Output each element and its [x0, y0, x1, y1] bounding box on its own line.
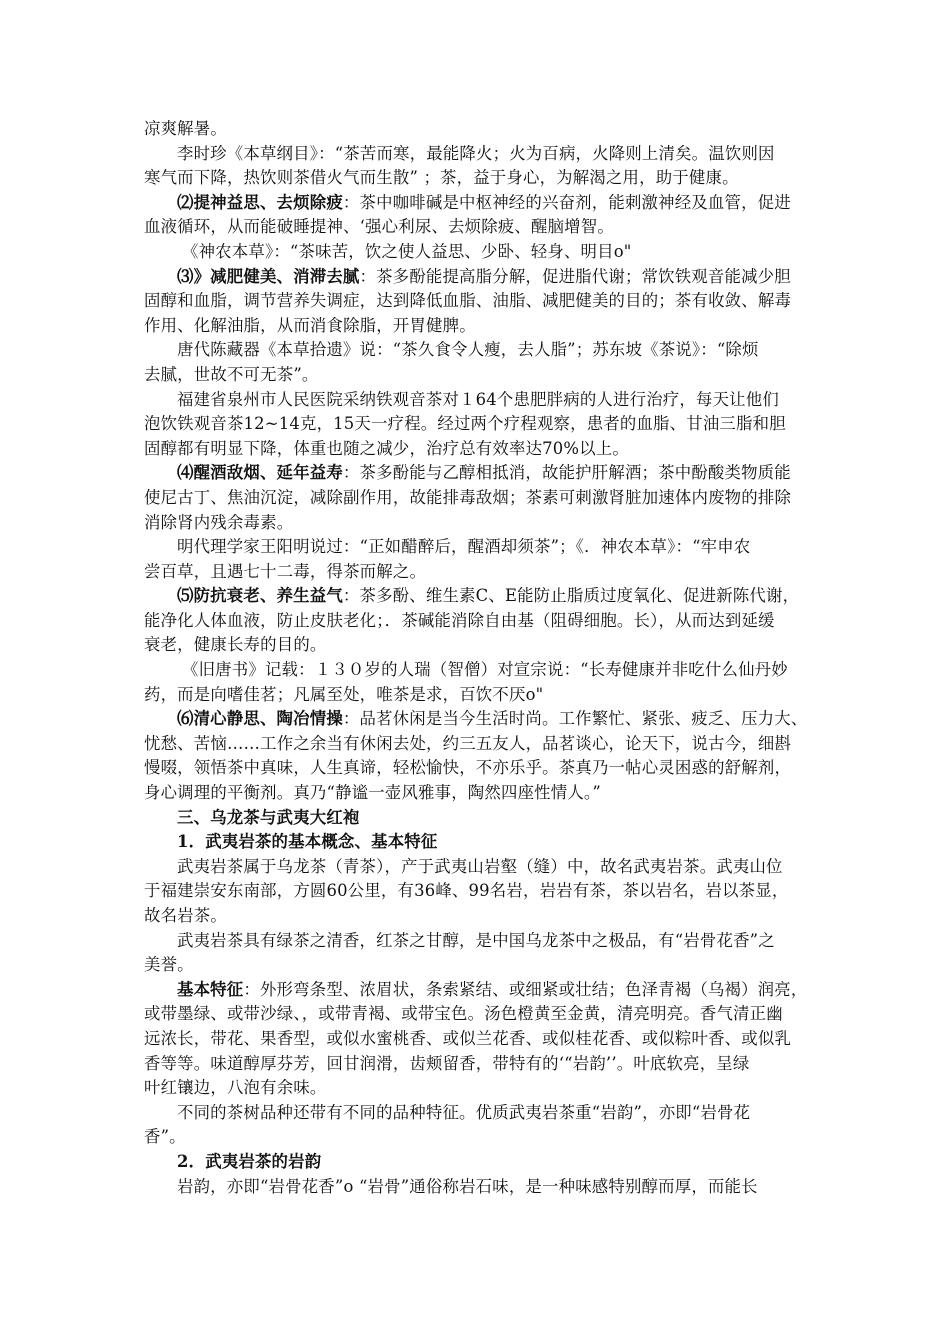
text-line: [144, 166, 808, 191]
text-line: [144, 1101, 808, 1126]
text-line: [144, 363, 808, 388]
text-line: [144, 1027, 808, 1052]
text-line: [144, 683, 808, 708]
body-text: 明代理学家王阳明说过：“正如醋醉后，醒酒却须茶”；《．神农本草》：“牢申农: [177, 537, 751, 557]
text-line: [144, 707, 808, 732]
text-line: [144, 781, 808, 806]
text-line: [144, 388, 808, 413]
body-text: 《神农本草》：“茶味苦，饮之使人益思、少卧、轻身、明目o": [182, 241, 632, 261]
body-text: ：茶中咖啡碱是中枢神经的兴奋剂，能刺激神经及血管，促进: [342, 192, 791, 212]
body-text: ：外形弯条型、浓眉状，条索紧结、或细紧或壮结；色泽青褐（乌褐）润亮，: [243, 979, 808, 999]
text-line: [144, 486, 808, 511]
text-line: [144, 633, 808, 658]
text-line: [144, 953, 808, 978]
text-line: [144, 1175, 808, 1200]
bold-heading-text: 基本特征: [177, 979, 244, 999]
text-line: [144, 1002, 808, 1027]
text-line: [144, 338, 808, 363]
text-line: [144, 929, 808, 954]
text-line: [144, 978, 808, 1003]
body-text: 寒气而下降，热饮则茶借火气而生散” ；茶，益于身心，为解渴之用，助于健康。: [144, 168, 739, 188]
body-text: 远浓长，带花、果香型，或似水蜜桃香、或似兰花香、或似桂花香、或似粽叶香、或似乳: [144, 1028, 792, 1048]
body-text: 药，而是向嗜佳茗；凡属至处，唯茶是求，百饮不厌o": [144, 684, 544, 704]
text-line: [144, 289, 808, 314]
body-text: 忧愁、苦恼……工作之余当有休闲去处，约三五友人，品茗谈心，论天下，说古今，细斟: [144, 733, 792, 753]
body-text: 叶红镶边，八泡有余味。: [144, 1078, 327, 1098]
text-line: [144, 215, 808, 240]
body-text: 尝百草，且遇七十二毒，得茶而解之。: [144, 561, 427, 581]
body-text: 使尼古丁、焦油沉淀，减除副作用，故能排毒敌烟；茶素可刺激肾脏加速体内废物的排除: [144, 487, 792, 507]
bold-heading-text: 2．武夷岩茶的岩韵: [177, 1151, 322, 1171]
text-line: [144, 511, 808, 536]
body-text: 身心调理的平衡剂。真乃“静谧一壶风雅事，陶然四座性情人。”: [144, 783, 601, 803]
bold-heading-text: ⑹清心静思、陶冶情操: [177, 709, 343, 729]
body-text: 故名岩茶。: [144, 906, 227, 925]
body-text: ：品茗休闲是当今生活时尚。工作繁忙、紧张、疲乏、压力大、: [342, 709, 808, 729]
body-text: 岩韵，亦即“岩骨花香”o “岩骨”通俗称岩石味，是一种味感特别醇而厚，而能长: [177, 1176, 758, 1196]
text-line: [144, 830, 808, 855]
body-text: 美誉。: [144, 955, 194, 975]
body-text: 香等等。味道醇厚芬芳，回甘润滑，齿颊留香，带特有的‘“岩韵’’。叶底软亮，呈绿: [144, 1053, 750, 1073]
text-line: [144, 756, 808, 781]
body-text: ：茶多酚、维生素C、E能防止脂质过度氧化、促进新陈代谢，: [342, 586, 800, 606]
text-line: [144, 732, 808, 757]
bold-heading-text: 三、乌龙茶与武夷大红袍: [177, 807, 360, 827]
text-line: [144, 806, 808, 831]
text-line: [144, 142, 808, 167]
body-text: 作用、化解油脂，从而消食除脂，开胃健脾。: [144, 315, 476, 335]
bold-heading-text: ⑷醒酒敌烟、延年益寿: [177, 463, 343, 483]
text-line: [144, 904, 808, 929]
body-text: 武夷岩茶具有绿茶之清香，红茶之甘醇，是中国乌龙茶中之极品，有“岩骨花香”之: [177, 930, 775, 950]
bold-heading-text: ⑵提神益思、去烦除疲: [177, 192, 343, 212]
text-line: [144, 584, 808, 609]
text-line: [144, 1125, 808, 1150]
body-text: 武夷岩茶属于乌龙茶（青茶），产于武夷山岩壑（缝）中，故名武夷岩茶。武夷山位: [177, 856, 783, 876]
bold-heading-text: 1．武夷岩茶的基本概念、基本特征: [177, 832, 438, 852]
text-line: [144, 412, 808, 437]
text-line: [144, 191, 808, 216]
body-text: 固醇和血脂，调节营养失调症，达到降低血脂、油脂、减肥健美的目的；茶有收敛、解毒: [144, 291, 792, 311]
text-line: [144, 314, 808, 339]
body-text: 去腻，世故不可无茶”。: [144, 364, 319, 384]
body-text: 福建省泉州市人民医院采纳铁观音茶对１64个患肥胖病的人进行治疗，每天让他们: [177, 389, 779, 409]
body-text: ：茶多酚能提高脂分解，促进脂代谢；常饮铁观音能减少胆: [359, 266, 791, 286]
text-line: [144, 609, 808, 634]
text-line: [144, 461, 808, 486]
document-page: [144, 117, 808, 1199]
text-line: [144, 1052, 808, 1077]
text-line: [144, 560, 808, 585]
body-text: 能净化人体血液，防止皮肤老化；．茶碱能消除自由基（阻碍细胞。长），从而达到延缓: [144, 610, 775, 630]
body-text: 衰老，健康长寿的目的。: [144, 635, 327, 655]
body-text: 《旧唐书》记载：１３０岁的人瑞（智僧）对宣宗说：“长寿健康并非吃什么仙丹妙: [182, 660, 788, 680]
body-text: 唐代陈藏器《本草拾遗》说：“茶久食令人瘦，去人脂”；苏东坡《茶说》：“除烦: [177, 340, 759, 360]
body-text: 香”。: [144, 1127, 186, 1147]
text-line: [144, 535, 808, 560]
body-text: 于福建崇安东南部，方圆60公里，有36峰、99名岩，岩岩有茶，茶以岩名，岩以茶显，: [144, 881, 789, 901]
body-text: 固醇都有明显下降，体重也随之减少，治疗总有效率达70%以上。: [144, 438, 629, 458]
text-line: [144, 240, 808, 265]
text-line: [144, 879, 808, 904]
text-line: [144, 658, 808, 683]
body-text: 消除肾内残余毒素。: [144, 512, 294, 532]
body-text: 不同的茶树品种还带有不同的品种特征。优质武夷岩茶重“岩韵”，亦即“岩骨花: [177, 1102, 751, 1122]
body-text: 血液循环，从而能破睡提神、‘强心利尿、去烦除疲、醒脑增智。: [144, 217, 614, 237]
text-line: [144, 855, 808, 880]
body-text: 李时珍《本草纲目》：“茶苦而寒，最能降火；火为百病，火降则上清矣。温饮则因: [177, 143, 775, 163]
text-line: [144, 437, 808, 462]
body-text: ：茶多酚能与乙醇相抵消，故能护肝解酒；茶中酚酸类物质能: [342, 463, 791, 483]
body-text: 慢啜，领悟茶中真味，人生真谛，轻松愉快，不亦乐乎。茶真乃一帖心灵困惑的舒解剂，: [144, 758, 792, 778]
bold-heading-text: ⑸防抗衰老、养生益气: [177, 586, 343, 606]
bold-heading-text: ⑶》减肥健美、消滞去腻: [177, 266, 360, 286]
text-line: [144, 117, 808, 142]
body-text: 凉爽解暑。: [144, 119, 227, 138]
text-line: [144, 1076, 808, 1101]
body-text: 或带墨绿、或带沙绿、，或带青褐、或带宝色。汤色橙黄至金黄，清亮明亮。香气清正幽: [144, 1004, 783, 1024]
body-text: 泡饮铁观音茶12~14克，15天一疗程。经过两个疗程观察，患者的血脂、甘油三脂和胆: [144, 414, 786, 434]
text-line: [144, 1150, 808, 1175]
text-line: [144, 265, 808, 290]
